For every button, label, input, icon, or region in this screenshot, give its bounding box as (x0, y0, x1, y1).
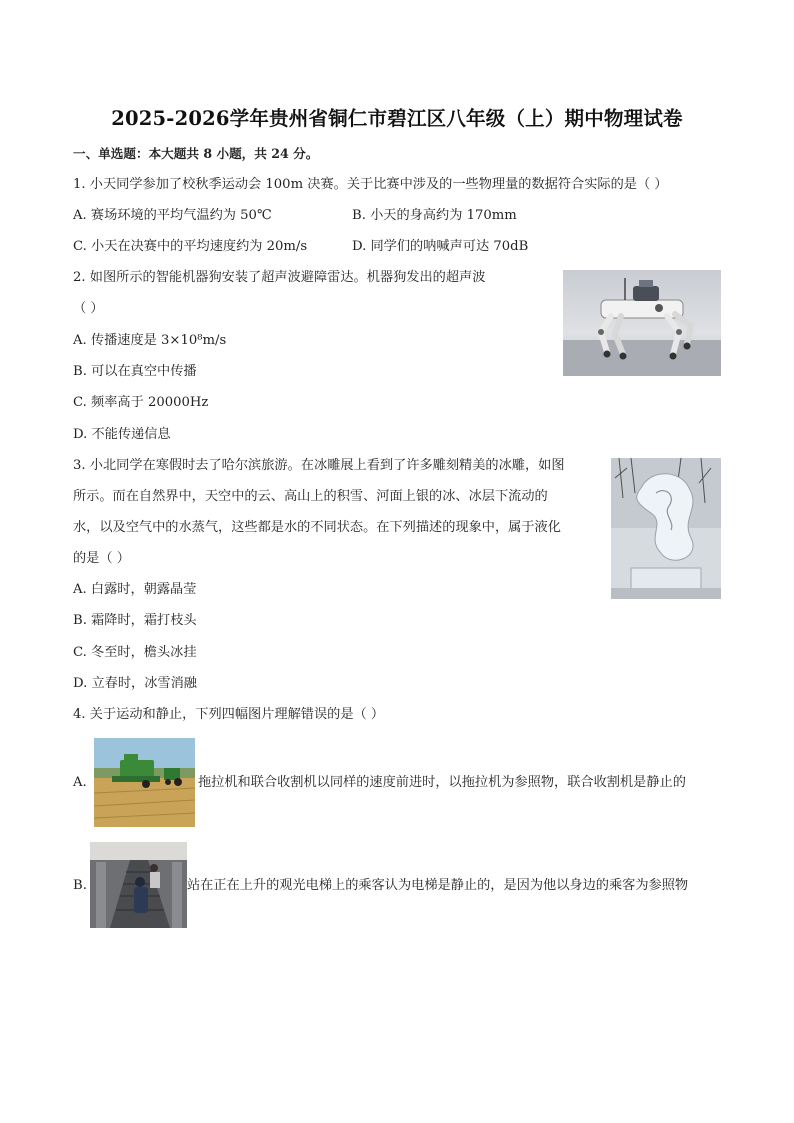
escalator-image (90, 842, 187, 928)
q4-option-a-label: A. (73, 775, 87, 790)
q1-option-c: C. 小天在决赛中的平均速度约为 20m/s (73, 239, 308, 254)
q1-option-d: D. 同学们的呐喊声可达 70dB (352, 239, 529, 254)
q4-stem: 4. 关于运动和静止，下列四幅图片理解错误的是（ ） (73, 707, 385, 722)
robot-dog-image (563, 270, 721, 376)
q4-option-b-label: B. (73, 878, 87, 893)
q3-option-c: C. 冬至时，檐头冰挂 (73, 645, 197, 660)
q3-stem-line4: 的是（ ） (73, 551, 130, 566)
q3-option-b: B. 霜降时，霜打枝头 (73, 613, 197, 628)
q1-option-b: B. 小天的身高约为 170mm (352, 208, 517, 223)
q4-option-b-text: 站在正在上升的观光电梯上的乘客认为电梯是静止的，是因为他以身边的乘客为参照物 (187, 878, 689, 893)
q3-option-a: A. 白露时，朝露晶莹 (73, 582, 197, 597)
q3-stem-line3: 水，以及空气中的水蒸气，这些都是水的不同状态。在下列描述的现象中，属于液化 (73, 520, 561, 535)
exam-title: 2025-2026学年贵州省铜仁市碧江区八年级（上）期中物理试卷 (111, 107, 683, 130)
q2-stem: 2. 如图所示的智能机器狗安装了超声波避障雷达。机器狗发出的超声波 (73, 270, 486, 285)
ice-sculpture-image (611, 458, 721, 599)
q4-option-a-text: 拖拉机和联合收割机以同样的速度前进时，以拖拉机为参照物，联合收割机是静止的 (198, 775, 686, 790)
q2-option-d: D. 不能传递信息 (73, 427, 171, 442)
section-heading: 一、单选题：本大题共 8 小题，共 24 分。 (73, 146, 319, 161)
q2-answer-paren: （ ） (73, 301, 104, 316)
q3-stem-line1: 3. 小北同学在寒假时去了哈尔滨旅游。在冰雕展上看到了许多雕刻精美的冰雕，如图 (73, 458, 565, 473)
q1-option-a: A. 赛场环境的平均气温约为 50℃ (73, 208, 272, 223)
q1-stem: 1. 小天同学参加了校秋季运动会 100m 决赛。关于比赛中涉及的一些物理量的数据符合实际的是（ ） (73, 177, 668, 192)
q3-stem-line2: 所示。而在自然界中，天空中的云、高山上的积雪、河面上银的冰、冰层下流动的 (73, 489, 548, 504)
harvester-image (94, 738, 195, 827)
q2-option-b: B. 可以在真空中传播 (73, 364, 197, 379)
q2-option-a: A. 传播速度是 3×10⁸m/s (73, 333, 227, 348)
q2-option-c: C. 频率高于 20000Hz (73, 395, 209, 410)
q3-option-d: D. 立春时，冰雪消融 (73, 676, 197, 691)
